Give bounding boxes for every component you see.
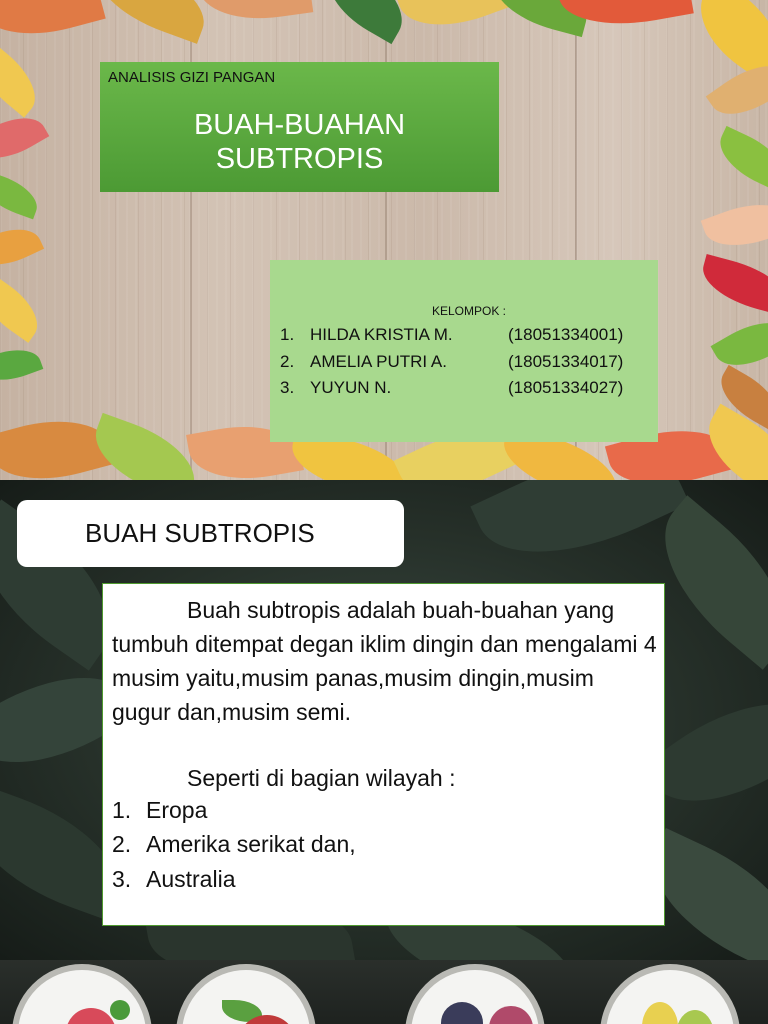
leaf-decoration <box>711 309 768 379</box>
title-line-2: SUBTROPIS <box>215 143 384 175</box>
region-text: Amerika serikat dan, <box>146 831 356 857</box>
fruit-image-circle <box>405 964 545 1024</box>
fruit-image-circle <box>12 964 152 1024</box>
intro-text: Seperti di bagian wilayah : <box>187 765 456 791</box>
leaf-decoration <box>0 341 43 390</box>
group-label: KELOMPOK : <box>431 304 507 318</box>
leaf-decoration <box>0 0 106 50</box>
red-grapes-image <box>489 1006 533 1024</box>
group-box <box>270 260 658 442</box>
member-id: (18051334027) <box>508 378 624 397</box>
slide-heading: BUAH SUBTROPIS <box>85 518 315 548</box>
slide-fruit-images <box>0 960 768 1024</box>
content-box <box>102 583 665 926</box>
title-box <box>100 62 499 192</box>
leaf-decoration <box>0 218 44 276</box>
region-text: Australia <box>146 866 236 892</box>
course-subtitle: ANALISIS GIZI PANGAN <box>108 69 276 86</box>
fruit-image-circle <box>176 964 316 1024</box>
slide-definition <box>0 480 768 960</box>
leaf-decoration <box>710 126 768 192</box>
heading-box <box>17 500 404 567</box>
leaf-decoration <box>0 273 49 343</box>
dark-leaf-decoration <box>470 480 689 588</box>
leaf-image <box>110 1000 130 1020</box>
leaf-decoration <box>0 40 48 117</box>
region-number: 1. <box>112 797 132 823</box>
leaf-decoration <box>0 171 43 220</box>
pear-image <box>676 1010 714 1024</box>
member-number: 1. <box>280 325 295 344</box>
region-text: Eropa <box>146 797 208 823</box>
leaf-decoration <box>84 0 216 44</box>
member-id: (18051334001) <box>508 325 624 344</box>
member-name: YUYUN N. <box>310 378 392 397</box>
slide-title <box>0 0 768 480</box>
definition-paragraph <box>112 593 657 729</box>
member-number: 3. <box>280 378 295 397</box>
leaf-decoration <box>394 0 516 42</box>
leaf-decoration <box>197 0 314 27</box>
pear-image <box>642 1002 678 1024</box>
paragraph-text: Buah subtropis adalah buah-buahan yang tumbuh ditempat degan iklim dingin dan mengalami 4 musim yaitu,musim panas,musim dingin,musim gugur dan,musim semi. <box>112 597 657 725</box>
member-row <box>280 325 650 347</box>
member-name: HILDA KRISTIA M. <box>310 325 453 344</box>
member-number: 2. <box>280 352 295 371</box>
fruit-image-circle <box>600 964 740 1024</box>
member-row <box>280 378 650 400</box>
leaf-decoration <box>701 192 768 259</box>
member-row <box>280 352 650 374</box>
region-number: 2. <box>112 831 132 857</box>
title-line-1: BUAH-BUAHAN <box>193 109 406 141</box>
leaf-decoration <box>696 254 768 316</box>
presentation-title <box>100 108 499 176</box>
member-id: (18051334017) <box>508 352 624 371</box>
dark-grapes-image <box>441 1002 483 1024</box>
region-number: 3. <box>112 866 132 892</box>
lychee-image <box>66 1008 116 1024</box>
member-name: AMELIA PUTRI A. <box>310 352 447 371</box>
